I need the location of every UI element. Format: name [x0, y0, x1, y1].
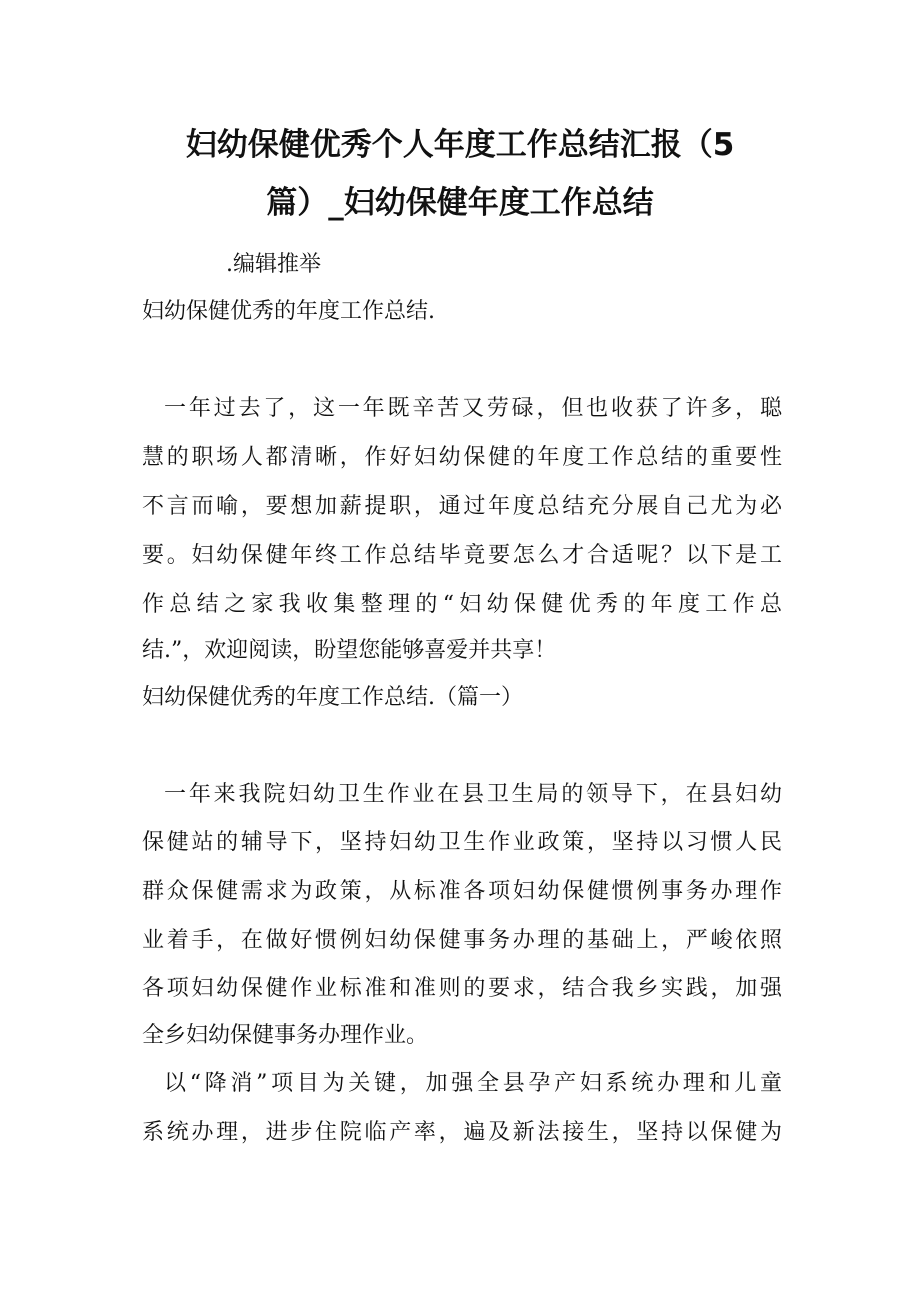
intro-heading: 妇幼保健优秀的年度工作总结. [142, 299, 435, 324]
section1-para1-line: 保健站的辅导下，坚持妇幼卫生作业政策，坚持以习惯人民 [142, 830, 782, 855]
title-line-2: 篇）_妇幼保健年度工作总结 [266, 185, 654, 221]
section1-para2-line: 以“降消”项目为关键，加强全县孕产妇系统办理和儿童 [164, 1071, 782, 1096]
editor-note: .编辑推举 [226, 252, 321, 277]
section1-para1-line: 业着手，在做好惯例妇幼保健事务办理的基础上，严峻依照 [142, 928, 782, 953]
section1-para1-line: 各项妇幼保健作业标准和准则的要求，结合我乡实践，加强 [142, 976, 782, 1001]
title-line-1: 妇幼保健优秀个人年度工作总结汇报（5 [185, 127, 735, 163]
section1-para2-line: 系统办理，进步住院临产率，遍及新法接生，坚持以保健为 [142, 1120, 782, 1145]
intro-line: 慧的职场人都清晰，作好妇幼保健的年度工作总结的重要性 [142, 445, 782, 470]
section1-para1-line: 全乡妇幼保健事务办理作业。 [142, 1023, 429, 1048]
intro-line: 结.”，欢迎阅读，盼望您能够喜爱并共享！ [142, 638, 557, 663]
section1-heading: 妇幼保健优秀的年度工作总结.（篇一） [142, 685, 523, 710]
section1-para1-line: 群众保健需求为政策，从标准各项妇幼保健惯例事务办理作 [142, 879, 782, 904]
intro-line: 一年过去了，这一年既辛苦又劳碌，但也收获了许多，聪 [164, 396, 782, 421]
intro-line: 要。妇幼保健年终工作总结毕竟要怎么才合适呢？以下是工 [142, 543, 782, 568]
intro-line: 不言而喻，要想加薪提职，通过年度总结充分展自己尤为必 [142, 494, 782, 519]
intro-line: 作总结之家我收集整理的“妇幼保健优秀的年度工作总 [142, 592, 782, 617]
section1-para1-line: 一年来我院妇幼卫生作业在县卫生局的领导下，在县妇幼 [164, 782, 782, 807]
document-title [120, 116, 800, 232]
